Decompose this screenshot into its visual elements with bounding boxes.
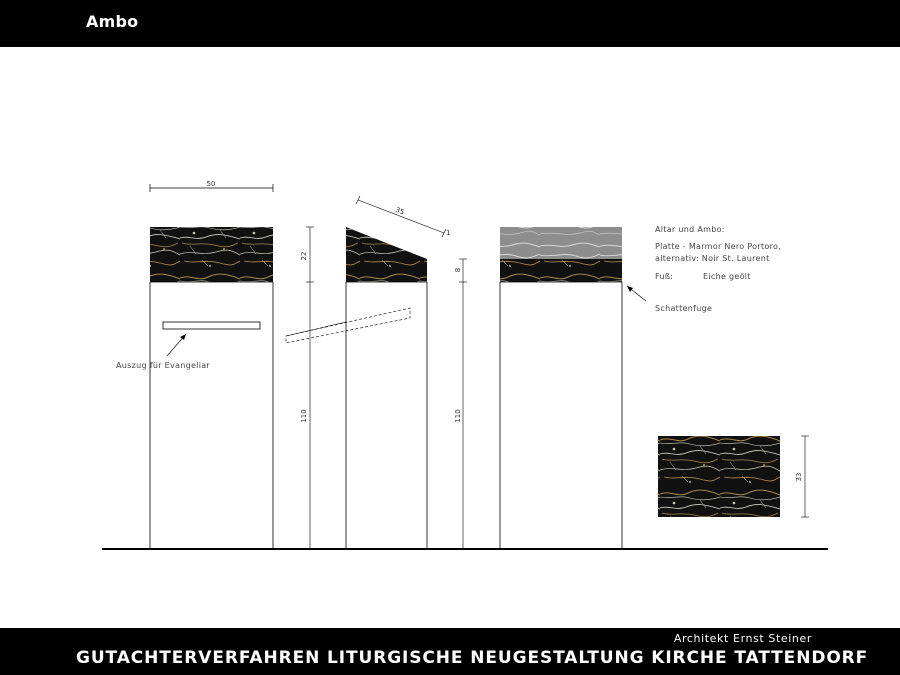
side-top-height-label: 8 (454, 267, 462, 273)
marble-sample (658, 436, 809, 517)
top-height-label: 22 (300, 251, 308, 261)
slope-dimension-line (358, 200, 444, 233)
side-elevation (286, 196, 450, 549)
material-legend (655, 225, 781, 281)
sloped-marble-top (346, 227, 427, 282)
page-title: Ambo (86, 12, 139, 31)
body-height-label-b: 110 (454, 409, 462, 423)
sample-height-label: 33 (795, 472, 803, 482)
drawer-pulled-out-outline (286, 308, 410, 343)
legend-heading: Altar und Ambo: (655, 225, 725, 234)
slope-tick-left (356, 196, 360, 204)
height-dimension-a (300, 227, 314, 549)
marble-sample-swatch (658, 436, 780, 517)
front-elevation (116, 180, 273, 549)
dark-marble-band (500, 259, 622, 282)
width-dimension-label: 50 (206, 180, 216, 188)
drawer-leader-arrow (180, 334, 186, 340)
legend-plate-line2: alternativ: Noir St. Laurent (655, 254, 770, 263)
drawer-pulled-solid-edge (286, 322, 346, 336)
legend-base-label: Fuß: (655, 272, 674, 281)
architect-name: Architekt Ernst Steiner (673, 632, 812, 645)
height-dimension-b (454, 259, 467, 549)
legend-base-value: Eiche geölt (703, 272, 751, 281)
body-height-label-a: 110 (300, 409, 308, 423)
slope-length-label: 35 (394, 205, 406, 217)
shadow-gap-label: Schattenfuge (655, 304, 713, 313)
footer-bar (0, 628, 900, 675)
legend-plate-line1: Platte - Marmor Nero Portoro, (655, 242, 782, 251)
project-title: GUTACHTERVERFAHREN LITURGISCHE NEUGESTALTUNG KIRCHE TATTENDORF (76, 648, 869, 668)
slope-small-label: 1 (446, 229, 451, 237)
light-marble-top (500, 227, 622, 259)
shadow-gap-arrow (627, 286, 633, 292)
gospel-drawer (163, 322, 260, 329)
marble-top-slab (150, 227, 273, 282)
drawer-label: Auszug für Evangeliar (116, 361, 211, 370)
